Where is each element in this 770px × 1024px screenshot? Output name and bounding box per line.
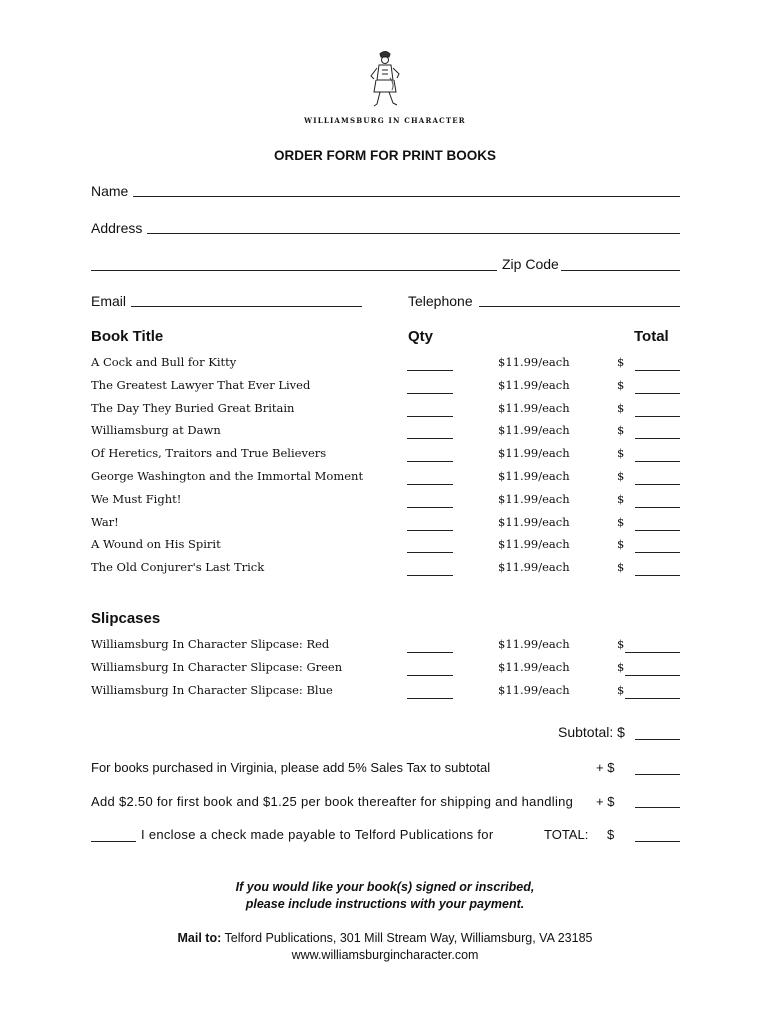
book-row-price: $11.99/each bbox=[498, 377, 570, 392]
logo-text: WILLIAMSBURG IN CHARACTER bbox=[304, 116, 466, 125]
mail-to-line bbox=[85, 931, 685, 945]
book-row-title: George Washington and the Immortal Moment bbox=[91, 469, 364, 483]
slipcase-row-dollar-sign: $ bbox=[617, 682, 625, 697]
book-row-title: War! bbox=[91, 514, 119, 529]
book-row-price: $11.99/each bbox=[498, 469, 570, 483]
shipping-line: Add $2.50 for first book and $1.25 per book thereafter for shipping and handling bbox=[91, 794, 574, 809]
book-row-dollar-sign: $ bbox=[617, 446, 625, 461]
book-row-qty-field[interactable] bbox=[407, 438, 453, 439]
mail-to-label: Mail to: bbox=[177, 931, 222, 945]
book-row-dollar-sign: $ bbox=[617, 491, 625, 506]
shipping-field[interactable] bbox=[635, 807, 680, 808]
book-row-qty-field[interactable] bbox=[407, 416, 453, 417]
subtotal-label: Subtotal: $ bbox=[558, 724, 625, 740]
page-title: ORDER FORM FOR PRINT BOOKS bbox=[274, 148, 496, 163]
slipcase-row-dollar-sign: $ bbox=[617, 637, 625, 651]
book-row-dollar-sign: $ bbox=[617, 514, 625, 529]
slipcase-row-title: Williamsburg In Character Slipcase: Blue bbox=[91, 682, 333, 697]
slipcase-row-price: $11.99/each bbox=[498, 637, 570, 651]
book-row-title: Of Heretics, Traitors and True Believers bbox=[91, 446, 327, 461]
book-row-title: The Day They Buried Great Britain bbox=[91, 400, 295, 415]
book-row-price: $11.99/each bbox=[498, 423, 570, 438]
slipcases-header: Slipcases bbox=[91, 610, 161, 627]
slipcase-row-dollar-sign: $ bbox=[617, 659, 625, 674]
website-link[interactable]: www.williamsburgincharacter.com bbox=[291, 948, 479, 962]
tax-field[interactable] bbox=[635, 774, 680, 775]
book-row-price: $11.99/each bbox=[498, 355, 570, 369]
slipcase-row-qty-field[interactable] bbox=[407, 652, 453, 653]
book-row-price: $11.99/each bbox=[498, 537, 570, 552]
slipcase-row-price: $11.99/each bbox=[498, 682, 570, 697]
telephone-field[interactable] bbox=[479, 306, 680, 307]
book-row-dollar-sign: $ bbox=[617, 469, 625, 483]
check-line: I enclose a check made payable to Telford Publications for bbox=[141, 827, 494, 842]
tax-symbol: + $ bbox=[596, 760, 615, 775]
book-row-qty-field[interactable] bbox=[407, 461, 453, 462]
book-row-total-field[interactable] bbox=[635, 552, 680, 553]
book-row-total-field[interactable] bbox=[635, 507, 680, 508]
slipcase-row-title: Williamsburg In Character Slipcase: Red bbox=[91, 637, 330, 651]
mail-address: Telford Publications, 301 Mill Stream Way, Williamsburg, VA 23185 bbox=[221, 931, 593, 945]
book-row-total-field[interactable] bbox=[635, 438, 680, 439]
book-row-price: $11.99/each bbox=[498, 560, 570, 575]
email-field[interactable] bbox=[131, 306, 362, 307]
book-row-total-field[interactable] bbox=[635, 484, 680, 485]
book-row-title: A Wound on His Spirit bbox=[91, 537, 221, 552]
book-row-qty-field[interactable] bbox=[407, 575, 453, 576]
slipcase-row-title: Williamsburg In Character Slipcase: Green bbox=[91, 659, 343, 674]
book-row-title: A Cock and Bull for Kitty bbox=[91, 355, 237, 369]
telephone-label: Telephone bbox=[408, 293, 473, 309]
zip-label: Zip Code bbox=[502, 256, 559, 272]
book-row-total-field[interactable] bbox=[635, 530, 680, 531]
book-row-price: $11.99/each bbox=[498, 491, 570, 506]
book-row-price: $11.99/each bbox=[498, 400, 570, 415]
book-row-qty-field[interactable] bbox=[407, 530, 453, 531]
book-row-total-field[interactable] bbox=[635, 575, 680, 576]
book-row-title: The Greatest Lawyer That Ever Lived bbox=[91, 377, 311, 392]
book-row-price: $11.99/each bbox=[498, 446, 570, 461]
address-line-2-field[interactable] bbox=[91, 270, 497, 271]
total-header: Total bbox=[634, 328, 669, 345]
book-row-dollar-sign: $ bbox=[617, 560, 625, 575]
total-label: TOTAL: bbox=[544, 827, 589, 842]
book-row-dollar-sign: $ bbox=[617, 377, 625, 392]
address-field[interactable] bbox=[147, 233, 680, 234]
book-row-dollar-sign: $ bbox=[617, 400, 625, 415]
book-row-price: $11.99/each bbox=[498, 514, 570, 529]
book-row-title: The Old Conjurer's Last Trick bbox=[91, 560, 265, 575]
book-row-qty-field[interactable] bbox=[407, 393, 453, 394]
book-row-dollar-sign: $ bbox=[617, 423, 625, 438]
book-title-header: Book Title bbox=[91, 328, 164, 345]
slipcase-row-total-field[interactable] bbox=[625, 675, 680, 676]
signing-note-line-1: If you would like your book(s) signed or inscribed, bbox=[235, 880, 535, 894]
total-field[interactable] bbox=[635, 841, 680, 842]
book-row-qty-field[interactable] bbox=[407, 484, 453, 485]
qty-header: Qty bbox=[408, 328, 434, 345]
tax-line: For books purchased in Virginia, please add 5% Sales Tax to subtotal bbox=[91, 760, 491, 775]
book-row-qty-field[interactable] bbox=[407, 552, 453, 553]
book-row-title: We Must Fight! bbox=[91, 491, 182, 506]
book-row-dollar-sign: $ bbox=[617, 355, 625, 369]
address-label: Address bbox=[91, 220, 143, 236]
colonial-figure-icon bbox=[362, 48, 408, 110]
zip-field[interactable] bbox=[561, 270, 680, 271]
book-row-total-field[interactable] bbox=[635, 370, 680, 371]
slipcase-row-qty-field[interactable] bbox=[407, 698, 453, 699]
slipcase-row-total-field[interactable] bbox=[625, 652, 680, 653]
total-symbol: $ bbox=[607, 827, 615, 842]
slipcase-row-total-field[interactable] bbox=[625, 698, 680, 699]
signing-note-line-2: please include instructions with your payment. bbox=[245, 897, 525, 911]
check-amount-field[interactable] bbox=[91, 841, 136, 842]
shipping-symbol: + $ bbox=[596, 794, 615, 809]
email-label: Email bbox=[91, 293, 127, 309]
book-row-total-field[interactable] bbox=[635, 461, 680, 462]
book-row-dollar-sign: $ bbox=[617, 537, 625, 552]
book-row-total-field[interactable] bbox=[635, 416, 680, 417]
book-row-qty-field[interactable] bbox=[407, 507, 453, 508]
book-row-title: Williamsburg at Dawn bbox=[91, 423, 221, 438]
slipcase-row-price: $11.99/each bbox=[498, 659, 570, 674]
book-row-total-field[interactable] bbox=[635, 393, 680, 394]
name-field[interactable] bbox=[133, 196, 680, 197]
slipcase-row-qty-field[interactable] bbox=[407, 675, 453, 676]
subtotal-field[interactable] bbox=[635, 739, 680, 740]
name-label: Name bbox=[91, 183, 129, 199]
book-row-qty-field[interactable] bbox=[407, 370, 453, 371]
